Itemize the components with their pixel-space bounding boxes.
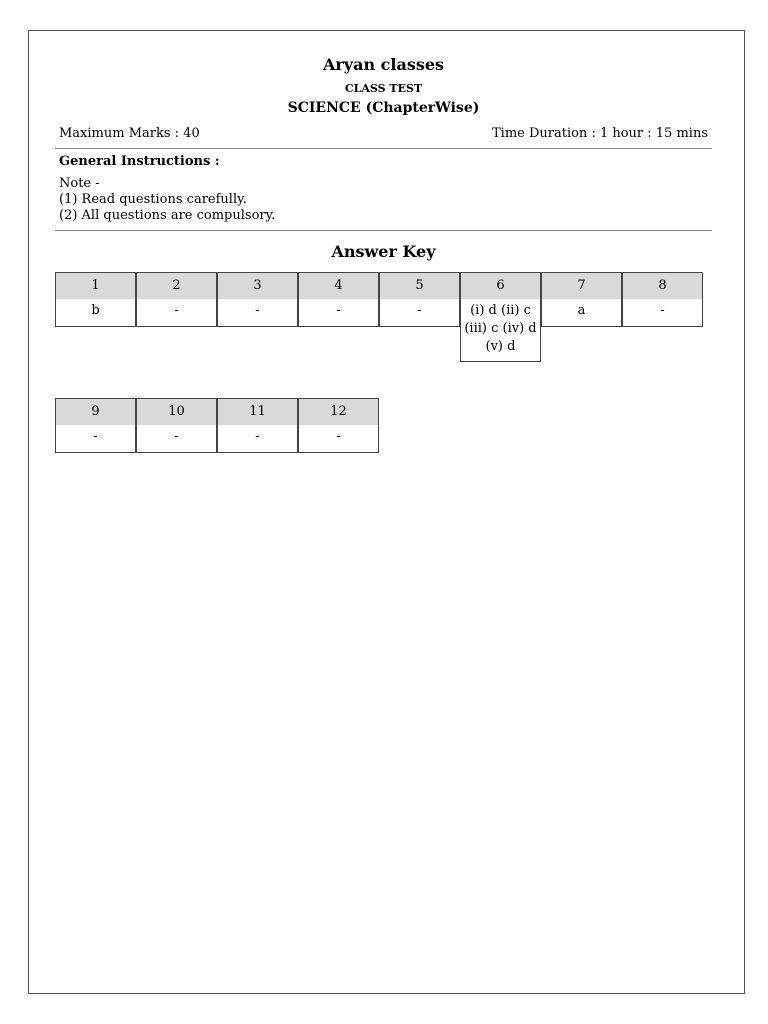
answer-value: b: [91, 303, 100, 318]
max-marks: Maximum Marks : 40: [59, 126, 200, 141]
page-frame: [28, 30, 745, 994]
question-number: 9: [56, 399, 135, 425]
answer-cell: [217, 272, 298, 327]
subject-title: SCIENCE (ChapterWise): [287, 100, 480, 116]
answer-cell: [622, 272, 703, 327]
question-number: 3: [218, 273, 297, 299]
answer-value: -: [93, 429, 98, 444]
time-duration: Time Duration : 1 hour : 15 mins: [491, 126, 708, 141]
question-number: 11: [218, 399, 297, 425]
instruction-line: Note -: [59, 176, 100, 191]
answer-key-row: [55, 272, 703, 362]
answer-cell: [460, 272, 541, 362]
answer-value: -: [255, 303, 260, 318]
answer-cell: [55, 272, 136, 327]
divider: [55, 148, 712, 149]
answer-cell: [217, 398, 298, 453]
answer-value: -: [417, 303, 422, 318]
answer-value: (i) d (ii) c (iii) c (iv) d (v) d: [464, 303, 537, 354]
question-number: 4: [299, 273, 378, 299]
answer-value: -: [174, 303, 179, 318]
question-number: 12: [299, 399, 378, 425]
question-number: 5: [380, 273, 459, 299]
question-number: 10: [137, 399, 216, 425]
question-number: 6: [461, 273, 540, 299]
answer-cell: [379, 272, 460, 327]
question-number: 1: [56, 273, 135, 299]
question-number: 8: [623, 273, 702, 299]
answer-key-row: [55, 398, 703, 453]
answer-value: -: [174, 429, 179, 444]
answer-value: -: [336, 429, 341, 444]
answer-key-grid: [55, 272, 703, 453]
answer-key-title: Answer Key: [331, 242, 436, 261]
answer-cell: [136, 272, 217, 327]
institute-title: Aryan classes: [322, 55, 445, 74]
question-number: 7: [542, 273, 621, 299]
answer-cell: [136, 398, 217, 453]
instruction-line: (1) Read questions carefully.: [59, 192, 247, 207]
answer-cell: [541, 272, 622, 327]
divider: [55, 230, 712, 231]
instructions-heading: General Instructions :: [59, 154, 220, 169]
answer-value: -: [255, 429, 260, 444]
question-number: 2: [137, 273, 216, 299]
meta-row: [59, 126, 708, 141]
answer-cell: [298, 272, 379, 327]
answer-value: a: [577, 303, 586, 318]
instruction-line: (2) All questions are compulsory.: [59, 208, 276, 223]
answer-value: -: [660, 303, 665, 318]
answer-cell: [55, 398, 136, 453]
answer-cell: [298, 398, 379, 453]
test-type: CLASS TEST: [344, 82, 423, 95]
answer-value: -: [336, 303, 341, 318]
instructions-list: [59, 176, 275, 224]
